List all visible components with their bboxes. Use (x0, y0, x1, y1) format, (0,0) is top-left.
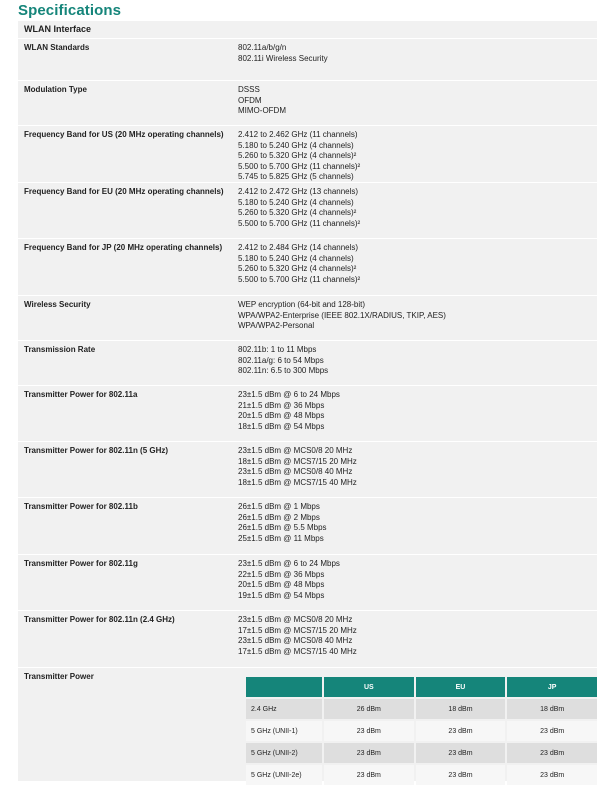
spec-value-line: WPA/WPA2-Enterprise (IEEE 802.1X/RADIUS, TKIP, AES) (238, 310, 446, 320)
spec-row (18, 611, 597, 667)
power-table-row (246, 699, 597, 719)
spec-label: Transmitter Power (24, 672, 94, 681)
spec-value-line: 5.260 to 5.320 GHz (4 channels)² (238, 151, 357, 161)
spec-values (238, 390, 593, 432)
spec-value-line: 25±1.5 dBm @ 11 Mbps (238, 533, 324, 543)
spec-row (18, 126, 597, 182)
spec-value-line: 23±1.5 dBm @ 6 to 24 Mbps (238, 559, 340, 568)
power-table-band-cell: 5 GHz (UNII-2) (246, 743, 322, 763)
spec-value-line: 5.260 to 5.320 GHz (4 channels)² (238, 264, 357, 274)
spec-table (18, 39, 597, 782)
page-title: Specifications (18, 2, 122, 19)
spec-label: WLAN Standards (24, 43, 90, 52)
spec-row (18, 442, 597, 497)
transmitter-power-table (244, 675, 599, 787)
spec-values (238, 43, 593, 64)
power-table-band-cell: 5 GHz (UNII-1) (246, 721, 322, 741)
spec-values (238, 559, 593, 601)
power-table-value-cell: 23 dBm (324, 743, 414, 763)
power-table-row (246, 765, 597, 785)
spec-value-line: 2.412 to 2.462 GHz (11 channels) (238, 130, 358, 139)
power-table-value-cell: 23 dBm (416, 721, 506, 741)
power-table-header-cell: US (324, 677, 414, 697)
spec-value-line: 2.412 to 2.472 GHz (13 channels) (238, 187, 359, 196)
spec-value-line: 23±1.5 dBm @ MCS0/8 40 MHz (238, 467, 353, 477)
spec-value-line: 5.180 to 5.240 GHz (4 channels) (238, 140, 354, 150)
spec-value-line: 2.412 to 2.484 GHz (14 channels) (238, 243, 359, 252)
spec-values (238, 300, 593, 332)
spec-value-line: 802.11i Wireless Security (238, 53, 328, 63)
spec-value-line: WEP encryption (64-bit and 128-bit) (238, 300, 366, 309)
spec-label: Transmission Rate (24, 345, 96, 354)
spec-row (18, 239, 597, 295)
spec-value-line: 802.11n: 6.5 to 300 Mbps (238, 366, 329, 376)
spec-value-line: 22±1.5 dBm @ 36 Mbps (238, 569, 325, 579)
spec-row (18, 341, 597, 385)
section-title: WLAN Interface (24, 24, 92, 34)
spec-value-line: 5.500 to 5.700 GHz (11 channels)² (238, 218, 361, 228)
spec-values (238, 502, 593, 544)
spec-values (238, 243, 593, 285)
spec-value-line: 20±1.5 dBm @ 48 Mbps (238, 411, 325, 421)
spec-value-line: MIMO-OFDM (238, 106, 286, 116)
spec-value-line: 802.11a/g: 6 to 54 Mbps (238, 355, 324, 365)
section-header (18, 21, 597, 38)
spec-value-line: 26±1.5 dBm @ 1 Mbps (238, 502, 320, 511)
spec-row (18, 81, 597, 125)
power-table-value-cell: 23 dBm (507, 743, 597, 763)
spec-value-line: OFDM (238, 95, 262, 105)
power-table-header-cell: JP (507, 677, 597, 697)
spec-label: Modulation Type (24, 85, 87, 94)
spec-value-line: 18±1.5 dBm @ MCS7/15 40 MHz (238, 477, 357, 487)
power-table-corner-cell (246, 677, 322, 697)
power-table-value-cell: 23 dBm (507, 765, 597, 785)
power-table-band-cell: 5 GHz (UNII-2e) (246, 765, 322, 785)
spec-value-line: 20±1.5 dBm @ 48 Mbps (238, 580, 325, 590)
spec-value-line: 23±1.5 dBm @ 6 to 24 Mbps (238, 390, 340, 399)
power-table-value-cell: 23 dBm (507, 721, 597, 741)
spec-label: Transmitter Power for 802.11n (5 GHz) (24, 446, 169, 455)
spec-value-line: 802.11a/b/g/n (238, 43, 287, 52)
spec-value-line: 19±1.5 dBm @ 54 Mbps (238, 590, 325, 600)
spec-values (238, 85, 593, 117)
spec-value-line: 26±1.5 dBm @ 5.5 Mbps (238, 523, 327, 533)
spec-values (238, 187, 593, 229)
spec-row (18, 296, 597, 340)
spec-value-line: 5.180 to 5.240 GHz (4 channels) (238, 253, 354, 263)
spec-label: Frequency Band for US (20 MHz operating channels) (24, 130, 224, 139)
power-table-row (246, 743, 597, 763)
spec-value-line: 26±1.5 dBm @ 2 Mbps (238, 512, 320, 522)
spec-label: Frequency Band for JP (20 MHz operating channels) (24, 243, 223, 252)
spec-value-line: 23±1.5 dBm @ MCS0/8 20 MHz (238, 615, 353, 624)
spec-value-line: 5.500 to 5.700 GHz (11 channels)² (238, 274, 361, 284)
spec-row (18, 498, 597, 554)
spec-value-line: 23±1.5 dBm @ MCS0/8 20 MHz (238, 446, 353, 455)
spec-value-line: 5.500 to 5.700 GHz (11 channels)² (238, 161, 361, 171)
spec-value-line: 17±1.5 dBm @ MCS7/15 20 MHz (238, 625, 357, 635)
power-table-value-cell: 23 dBm (324, 765, 414, 785)
spec-row (18, 183, 597, 238)
spec-label: Transmitter Power for 802.11g (24, 559, 138, 568)
spec-value-line: 5.180 to 5.240 GHz (4 channels) (238, 197, 354, 207)
spec-value-line: 17±1.5 dBm @ MCS7/15 40 MHz (238, 646, 357, 656)
spec-value-line: 5.745 to 5.825 GHz (5 channels) (238, 172, 354, 182)
spec-row (18, 386, 597, 441)
spec-values (238, 345, 593, 377)
power-table-header-cell: EU (416, 677, 506, 697)
spec-label: Transmitter Power for 802.11n (2.4 GHz) (24, 615, 175, 624)
power-table-value-cell: 26 dBm (324, 699, 414, 719)
spec-value-line: 23±1.5 dBm @ MCS0/8 40 MHz (238, 636, 353, 646)
spec-value-line: 802.11b: 1 to 11 Mbps (238, 345, 317, 354)
spec-label: Frequency Band for EU (20 MHz operating channels) (24, 187, 224, 196)
power-table-value-cell: 23 dBm (416, 743, 506, 763)
spec-value-line: 18±1.5 dBm @ 54 Mbps (238, 421, 325, 431)
power-table-value-cell: 23 dBm (324, 721, 414, 741)
spec-values (238, 615, 593, 657)
power-table-value-cell: 18 dBm (507, 699, 597, 719)
spec-value-line: 21±1.5 dBm @ 36 Mbps (238, 400, 325, 410)
spec-value-line: DSSS (238, 85, 260, 94)
power-table-value-cell: 23 dBm (416, 765, 506, 785)
spec-label: Wireless Security (24, 300, 91, 309)
power-table-band-cell: 2.4 GHz (246, 699, 322, 719)
spec-row (18, 555, 597, 610)
spec-label: Transmitter Power for 802.11b (24, 502, 138, 511)
spec-values (238, 446, 593, 488)
spec-value-line: 5.260 to 5.320 GHz (4 channels)² (238, 208, 357, 218)
power-table-row (246, 721, 597, 741)
spec-value-line: 18±1.5 dBm @ MCS7/15 20 MHz (238, 456, 357, 466)
spec-values (238, 130, 593, 183)
spec-value-line: WPA/WPA2-Personal (238, 321, 315, 331)
spec-label: Transmitter Power for 802.11a (24, 390, 138, 399)
spec-row-transmitter-power (18, 668, 597, 781)
power-table-header-row (246, 677, 597, 697)
spec-row (18, 39, 597, 80)
power-table-value-cell: 18 dBm (416, 699, 506, 719)
